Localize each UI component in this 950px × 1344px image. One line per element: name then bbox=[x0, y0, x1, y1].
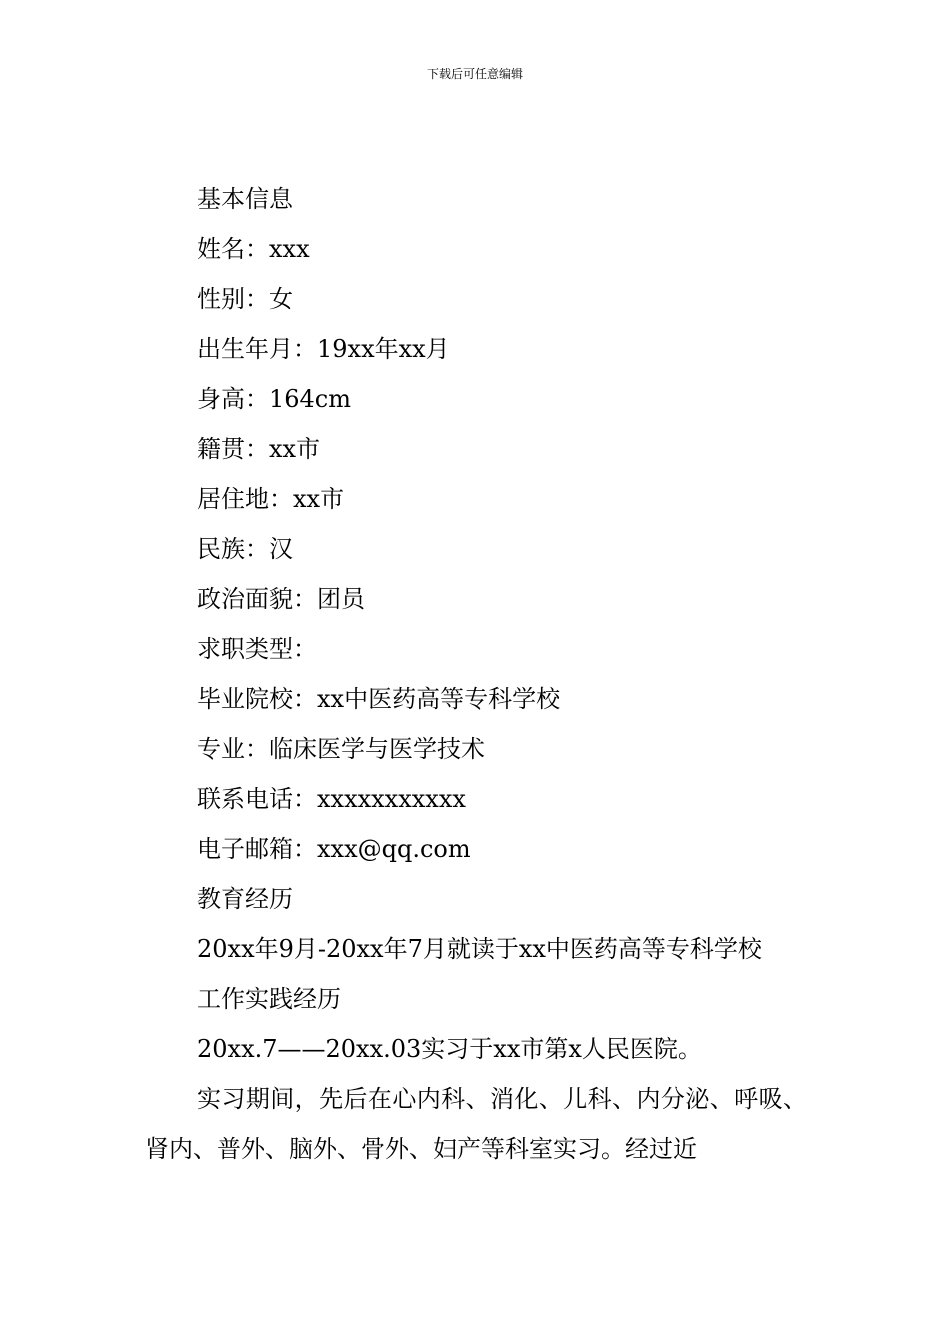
page-header-note: 下载后可任意编辑 bbox=[426, 67, 523, 81]
field-residence: 居住地：xx市 bbox=[197, 485, 345, 513]
field-email: 电子邮箱：xxx@qq.com bbox=[197, 835, 471, 863]
work-entry: 20xx.7——20xx.03实习于xx市第x人民医院。 bbox=[197, 1035, 702, 1063]
field-political-status: 政治面貌：团员 bbox=[197, 585, 365, 613]
field-birth-date: 出生年月：19xx年xx月 bbox=[197, 335, 450, 363]
field-school: 毕业院校：xx中医药高等专科学校 bbox=[197, 685, 561, 713]
field-gender: 性别：女 bbox=[197, 285, 293, 313]
field-major: 专业：临床医学与医学技术 bbox=[197, 735, 485, 763]
document-body bbox=[145, 174, 807, 1174]
field-native-place: 籍贯：xx市 bbox=[197, 435, 321, 463]
field-name: 姓名：xxx bbox=[197, 235, 310, 263]
internship-description: 实习期间，先后在心内科、消化、儿科、内分泌、呼吸、肾内、普外、脑外、骨外、妇产等科室实习。经过近 bbox=[145, 1085, 807, 1163]
section-heading-work-experience: 工作实践经历 bbox=[197, 985, 341, 1013]
field-phone: 联系电话：xxxxxxxxxxx bbox=[197, 785, 466, 813]
field-job-type: 求职类型： bbox=[197, 635, 317, 663]
section-heading-basic-info: 基本信息 bbox=[197, 185, 293, 213]
section-heading-education: 教育经历 bbox=[197, 885, 293, 913]
field-height: 身高：164cm bbox=[197, 385, 352, 413]
field-ethnicity: 民族：汉 bbox=[197, 535, 293, 563]
education-entry: 20xx年9月-20xx年7月就读于xx中医药高等专科学校 bbox=[197, 935, 762, 963]
